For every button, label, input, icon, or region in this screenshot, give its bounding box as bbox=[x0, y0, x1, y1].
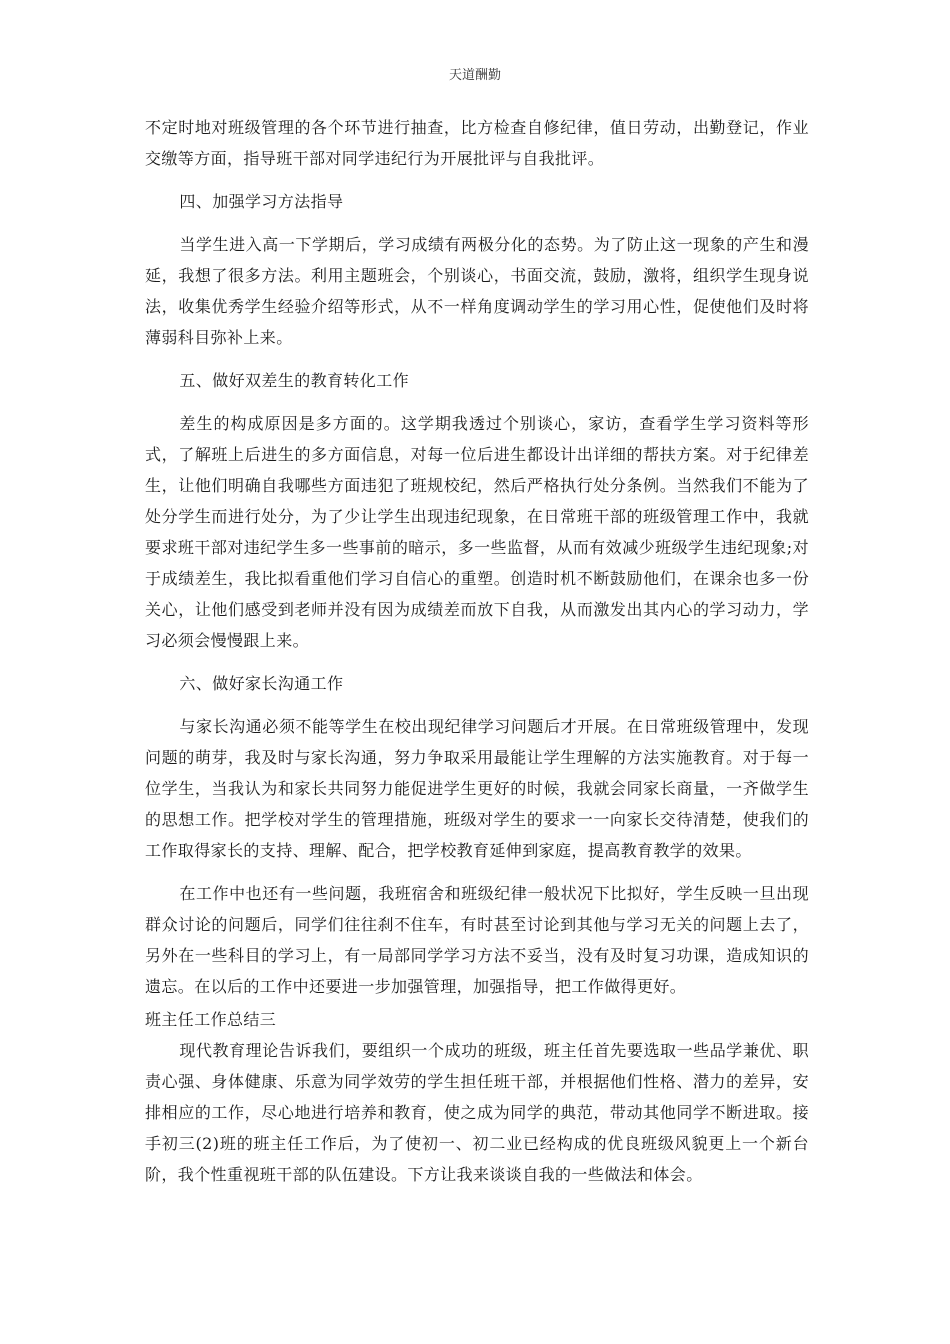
heading-parent-communication: 六、做好家长沟通工作 bbox=[179, 674, 344, 693]
paragraph-problems: 在工作中也还有一些问题，我班宿舍和班级纪律一般状况下比拟好，学生反映一旦出现群众讨论的问题后，同学们往往刹不住车，有时甚至讨论到其他与学习无关的问题上去了，另外在一些科目的学习上，有一局部同学学习方法不妥当，没有及时复习功课，造成知识的遗忘。在以后的工作中还要进一步加强管理，加强指导，把工作做得更好。 bbox=[145, 884, 809, 996]
paragraph-continuation: 不定时地对班级管理的各个环节进行抽查，比方检查自修纪律，值日劳动，出勤登记，作业交缴等方面，指导班干部对同学违纪行为开展批评与自我批评。 bbox=[145, 118, 809, 168]
page-header: 天道酬勤 bbox=[448, 68, 501, 83]
paragraph-parent-communication: 与家长沟通必须不能等学生在校出现纪律学习问题后才开展。在日常班级管理中，发现问题的萌芽，我及时与家长沟通，努力争取采用最能让学生理解的方法实施教育。对于每一位学生，当我认为和家长共同努力能促进学生更好的时候，我就会同家长商量，一齐做学生的思想工作。把学校对学生的管理措施，班级对学生的要求一一向家长交待清楚，使我们的工作取得家长的支持、理解、配合，把学校教育延伸到家庭，提高教育教学的效果。 bbox=[145, 717, 809, 860]
heading-weak-students: 五、做好双差生的教育转化工作 bbox=[179, 371, 409, 390]
heading-study-methods: 四、加强学习方法指导 bbox=[179, 192, 344, 211]
paragraph-summary-three: 现代教育理论告诉我们，要组织一个成功的班级，班主任首先要选取一些品学兼优、职责心强、身体健康、乐意为同学效劳的学生担任班干部，并根据他们性格、潜力的差异，安排相应的工作，尽心地进行培养和教育，使之成为同学的典范，带动其他同学不断进取。接手初三(2)班的班主任工作后，为了使初一、初二业已经构成的优良班级风貌更上一个新台阶，我个性重视班干部的队伍建设。下方让我来谈谈自我的一些做法和体会。 bbox=[145, 1041, 809, 1184]
section-title: 班主任工作总结三 bbox=[145, 1010, 277, 1029]
paragraph-weak-students: 差生的构成原因是多方面的。这学期我透过个别谈心，家访，查看学生学习资料等形式，了解班上后进生的多方面信息，对每一位后进生都设计出详细的帮扶方案。对于纪律差生，让他们明确自我哪些方面违犯了班规校纪，然后严格执行处分条例。当然我们不能为了处分学生而进行处分，为了少让学生出现违纪现象，在日常班干部的班级管理工作中，我就要求班干部对违纪学生多一些事前的暗示，多一些监督，从而有效减少班级学生违纪现象;对于成绩差生，我比拟看重他们学习自信心的重塑。创造时机不断鼓励他们，在课余也多一份关心，让他们感受到老师并没有因为成绩差而放下自我，从而激发出其内心的学习动力，学习必须会慢慢跟上来。 bbox=[145, 414, 809, 650]
paragraph-study-methods: 当学生进入高一下学期后，学习成绩有两极分化的态势。为了防止这一现象的产生和漫延，我想了很多方法。利用主题班会，个别谈心，书面交流，鼓励，激将，组织学生现身说法，收集优秀学生经验介绍等形式，从不一样角度调动学生的学习用心性，促使他们及时将薄弱科目弥补上来。 bbox=[145, 235, 809, 347]
document-body bbox=[145, 112, 809, 1190]
